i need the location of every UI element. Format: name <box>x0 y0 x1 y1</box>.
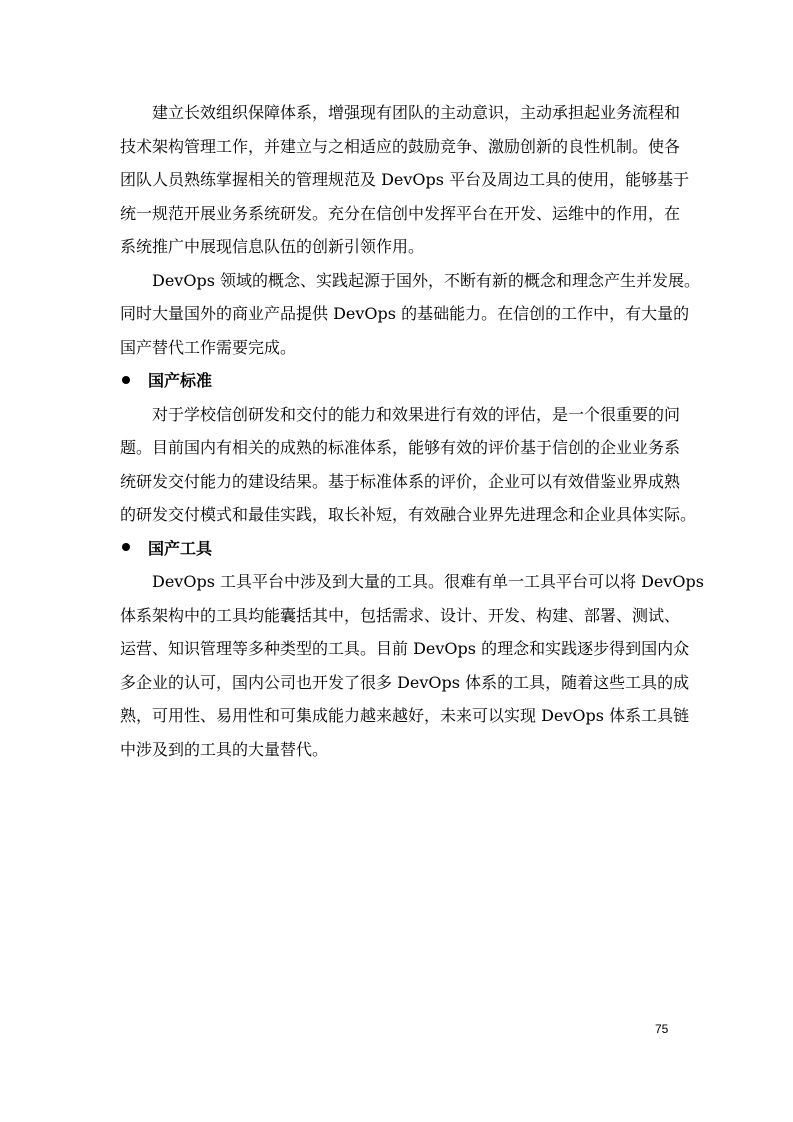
document-body <box>120 96 704 766</box>
paragraph-devops-origin <box>120 264 700 365</box>
paragraph-line: 统研发交付能力的建设结果。基于标准体系的评价，企业可以有效借鉴业界成熟 <box>120 471 681 491</box>
paragraph-line: 同时大量国外的商业产品提供 DevOps 的基础能力。在信创的工作中，有大量的 <box>120 304 690 323</box>
paragraph-line: 运营、知识管理等多种类型的工具。目前 DevOps 的理念和实践逐步得到国内众 <box>120 639 690 658</box>
section-heading-tools <box>120 532 672 566</box>
paragraph-line: 题。目前国内有相关的成熟的标准体系，能够有效的评价基于信创的企业业务系 <box>120 438 681 457</box>
paragraph-line: 建立长效组织保障体系，增强现有团队的主动意识，主动承担起业务流程和 <box>152 103 681 122</box>
paragraph-line: 团队人员熟练掌握相关的管理规范及 DevOps 平台及周边工具的使用，能够基于 <box>120 170 690 189</box>
paragraph-line: 多企业的认可，国内公司也开发了很多 DevOps 体系的工具，随着这些工具的成 <box>120 672 690 692</box>
section-heading-standards <box>120 364 672 398</box>
paragraph-line: 国产替代工作需要完成。 <box>120 337 297 357</box>
paragraph-line: 技术架构管理工作，并建立与之相适应的鼓励竞争、激励创新的良性机制。使各 <box>120 136 681 156</box>
bullet-icon <box>122 543 130 551</box>
section-heading-label: 国产标准 <box>148 371 213 390</box>
paragraph-line: 统一规范开展业务系统研发。充分在信创中发挥平台在开发、运维中的作用，在 <box>120 203 681 223</box>
paragraph-line: 的研发交付模式和最佳实践，取长补短，有效融合业界先进理念和企业具体实际。 <box>120 505 697 524</box>
paragraph-line: 对于学校信创研发和交付的能力和效果进行有效的评估，是一个很重要的问 <box>152 404 681 424</box>
paragraph-tools <box>120 565 704 766</box>
paragraph-line: 系统推广中展现信息队伍的创新引领作用。 <box>120 237 425 256</box>
bullet-icon <box>122 376 130 384</box>
paragraph-line: DevOps 领域的概念、实践起源于国外，不断有新的概念和理念产生并发展。 <box>152 270 700 290</box>
section-heading-label: 国产工具 <box>148 538 213 558</box>
paragraph-line: 体系架构中的工具均能囊括其中，包括需求、设计、开发、构建、部署、测试、 <box>120 605 681 625</box>
paragraph-line: DevOps 工具平台中涉及到大量的工具。很难有单一工具平台可以将 DevOps <box>152 572 704 591</box>
paragraph-standards <box>120 398 697 532</box>
paragraph-organization <box>120 96 690 264</box>
paragraph-line: 熟，可用性、易用性和可集成能力越来越好，未来可以实现 DevOps 体系工具链 <box>120 706 690 725</box>
paragraph-line: 中涉及到的工具的大量替代。 <box>120 739 329 759</box>
page-number: 75 <box>655 1022 669 1036</box>
